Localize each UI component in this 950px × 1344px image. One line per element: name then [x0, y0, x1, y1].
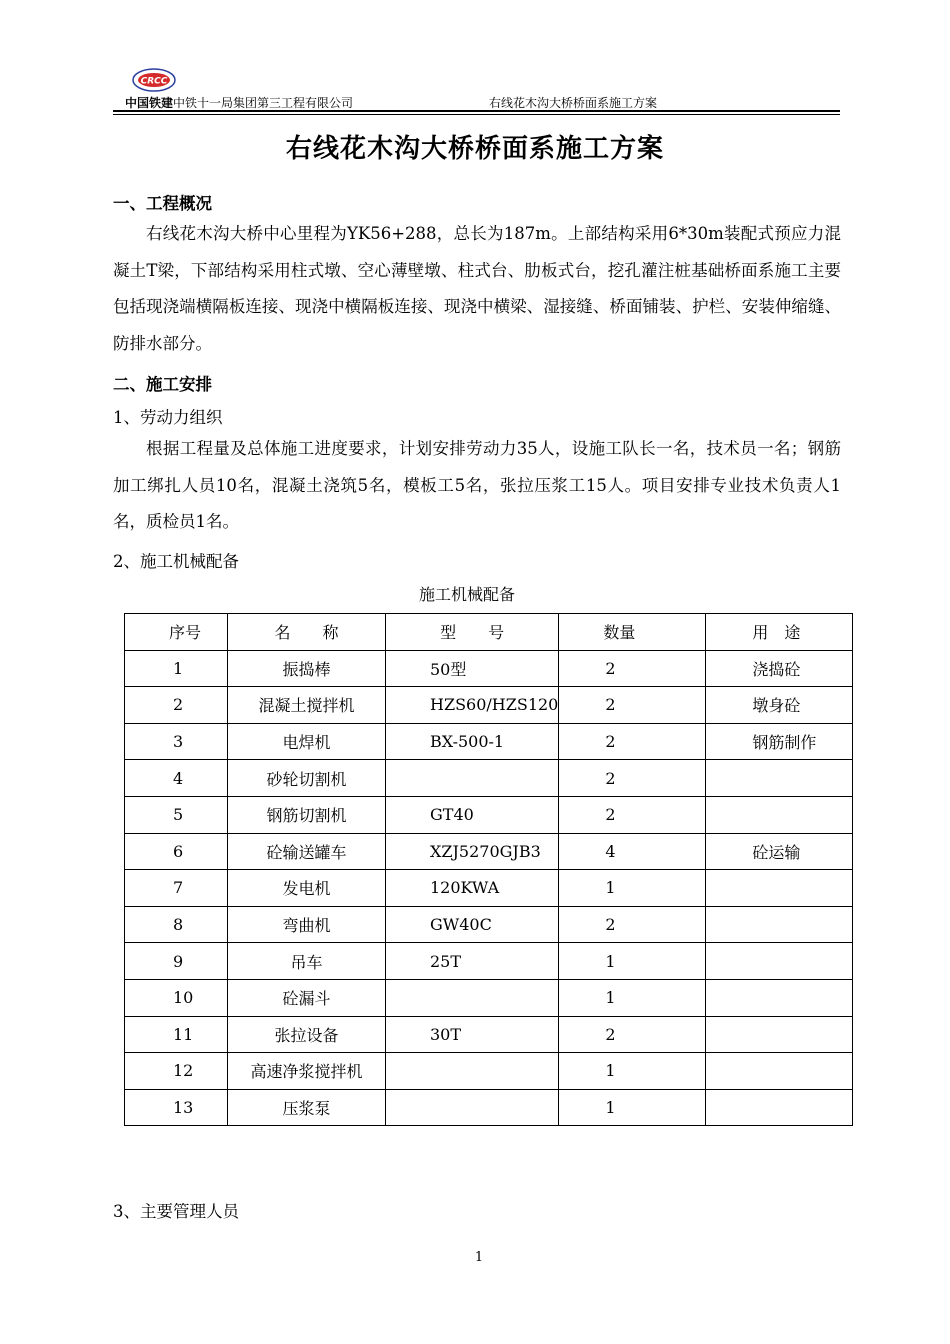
- cell-quantity: 1: [559, 979, 706, 1016]
- section1-paragraph: 右线花木沟大桥中心里程为YK56+288，总长为187m。上部结构采用6*30m装配式预应力混凝土T梁，下部结构采用柱式墩、空心薄壁墩、柱式台、肋板式台，挖孔灌注桩基础桥面系施工主要包括现浇端横隔板连接、现浇中横隔板连接、现浇中横梁、湿接缝、桥面铺装、护栏、安装伸缩缝、防排水部分。: [113, 224, 841, 353]
- table-row: [125, 906, 853, 943]
- cell-purpose: [706, 760, 853, 797]
- cell-quantity: 1: [559, 1089, 706, 1126]
- cell-purpose: [706, 943, 853, 980]
- cell-quantity: 2: [559, 760, 706, 797]
- cell-purpose: [706, 870, 853, 907]
- cell-index: 9: [125, 943, 228, 980]
- section1-heading: 一、工程概况: [113, 194, 212, 213]
- table-row: [125, 650, 853, 687]
- table-row: [125, 687, 853, 724]
- cell-name: 吊车: [228, 943, 386, 980]
- table-row: [125, 760, 853, 797]
- cell-quantity: 1: [559, 1053, 706, 1090]
- cell-model: HZS60/HZS120: [386, 687, 559, 724]
- cell-purpose: 墩身砼: [706, 687, 853, 724]
- page-number: 1: [474, 1250, 484, 1265]
- cell-quantity: 2: [559, 906, 706, 943]
- cell-index: 10: [125, 979, 228, 1016]
- header-cell-index: 序号: [125, 614, 228, 651]
- cell-quantity: 2: [559, 650, 706, 687]
- table-header-row: [125, 614, 853, 651]
- table-row: [125, 723, 853, 760]
- header-cell-model: 型 号: [386, 614, 559, 651]
- cell-purpose: [706, 1089, 853, 1126]
- header-doc-title: 右线花木沟大桥桥面系施工方案: [489, 96, 658, 110]
- cell-model: [386, 1089, 559, 1126]
- cell-name: 混凝土搅拌机: [228, 687, 386, 724]
- cell-quantity: 2: [559, 687, 706, 724]
- cell-quantity: 2: [559, 1016, 706, 1053]
- cell-index: 11: [125, 1016, 228, 1053]
- cell-name: 砂轮切割机: [228, 760, 386, 797]
- cell-model: [386, 1053, 559, 1090]
- cell-name: 钢筋切割机: [228, 796, 386, 833]
- subheading-management: 3、主要管理人员: [113, 1202, 239, 1221]
- cell-name: 张拉设备: [228, 1016, 386, 1053]
- cell-index: 8: [125, 906, 228, 943]
- cell-model: [386, 979, 559, 1016]
- cell-index: 2: [125, 687, 228, 724]
- cell-model: GT40: [386, 796, 559, 833]
- cell-name: 电焊机: [228, 723, 386, 760]
- header-cell-name: 名 称: [228, 614, 386, 651]
- cell-quantity: 1: [559, 943, 706, 980]
- cell-index: 6: [125, 833, 228, 870]
- cell-quantity: 2: [559, 723, 706, 760]
- cell-index: 3: [125, 723, 228, 760]
- cell-index: 1: [125, 650, 228, 687]
- cell-purpose: 钢筋制作: [706, 723, 853, 760]
- crcc-logo: [131, 66, 177, 94]
- cell-index: 12: [125, 1053, 228, 1090]
- cell-purpose: 砼运输: [706, 833, 853, 870]
- table-row: [125, 796, 853, 833]
- header-rule-thin: [113, 114, 840, 115]
- subheading-labor: 1、劳动力组织: [113, 408, 223, 427]
- cell-model: 30T: [386, 1016, 559, 1053]
- cell-name: 弯曲机: [228, 906, 386, 943]
- page-header: [113, 66, 840, 112]
- cell-index: 5: [125, 796, 228, 833]
- table-row: [125, 833, 853, 870]
- cell-model: 120KWA: [386, 870, 559, 907]
- document-title: 右线花木沟大桥桥面系施工方案: [285, 134, 664, 164]
- header-cell-quantity: 数量: [559, 614, 706, 651]
- cell-index: 13: [125, 1089, 228, 1126]
- table-row: [125, 943, 853, 980]
- cell-model: XZJ5270GJB3: [386, 833, 559, 870]
- cell-model: GW40C: [386, 906, 559, 943]
- header-brand: 中国铁建: [125, 96, 174, 110]
- cell-quantity: 1: [559, 870, 706, 907]
- cell-model: [386, 760, 559, 797]
- subheading-machinery: 2、施工机械配备: [113, 552, 239, 571]
- cell-purpose: [706, 906, 853, 943]
- table-row: [125, 1089, 853, 1126]
- cell-name: 高速净浆搅拌机: [228, 1053, 386, 1090]
- cell-name: 发电机: [228, 870, 386, 907]
- cell-quantity: 2: [559, 796, 706, 833]
- header-rule: [113, 110, 840, 112]
- cell-name: 砼漏斗: [228, 979, 386, 1016]
- cell-name: 砼输送罐车: [228, 833, 386, 870]
- table-row: [125, 1053, 853, 1090]
- cell-purpose: 浇捣砼: [706, 650, 853, 687]
- cell-model: BX-500-1: [386, 723, 559, 760]
- cell-quantity: 4: [559, 833, 706, 870]
- cell-purpose: [706, 979, 853, 1016]
- table-row: [125, 979, 853, 1016]
- cell-index: 7: [125, 870, 228, 907]
- header-cell-purpose: 用 途: [706, 614, 853, 651]
- labor-paragraph: 根据工程量及总体施工进度要求，计划安排劳动力35人，设施工队长一名，技术员一名；钢筋加工绑扎人员10名，混凝土浇筑5名，模板工5名，张拉压浆工15人。项目安排专业技术负责人1名，质检员1名。: [113, 439, 841, 531]
- cell-index: 4: [125, 760, 228, 797]
- cell-purpose: [706, 796, 853, 833]
- cell-name: 压浆泵: [228, 1089, 386, 1126]
- cell-purpose: [706, 1016, 853, 1053]
- table-row: [125, 1016, 853, 1053]
- logo-text: CRCC: [140, 76, 168, 87]
- cell-model: 25T: [386, 943, 559, 980]
- table-caption: 施工机械配备: [418, 585, 515, 604]
- header-company: [125, 94, 353, 111]
- header-company-name: 中铁十一局集团第三工程有限公司: [173, 96, 354, 110]
- machinery-table: [124, 613, 853, 1126]
- cell-purpose: [706, 1053, 853, 1090]
- cell-model: 50型: [386, 650, 559, 687]
- table-row: [125, 870, 853, 907]
- cell-name: 振捣棒: [228, 650, 386, 687]
- section2-heading: 二、施工安排: [113, 375, 212, 394]
